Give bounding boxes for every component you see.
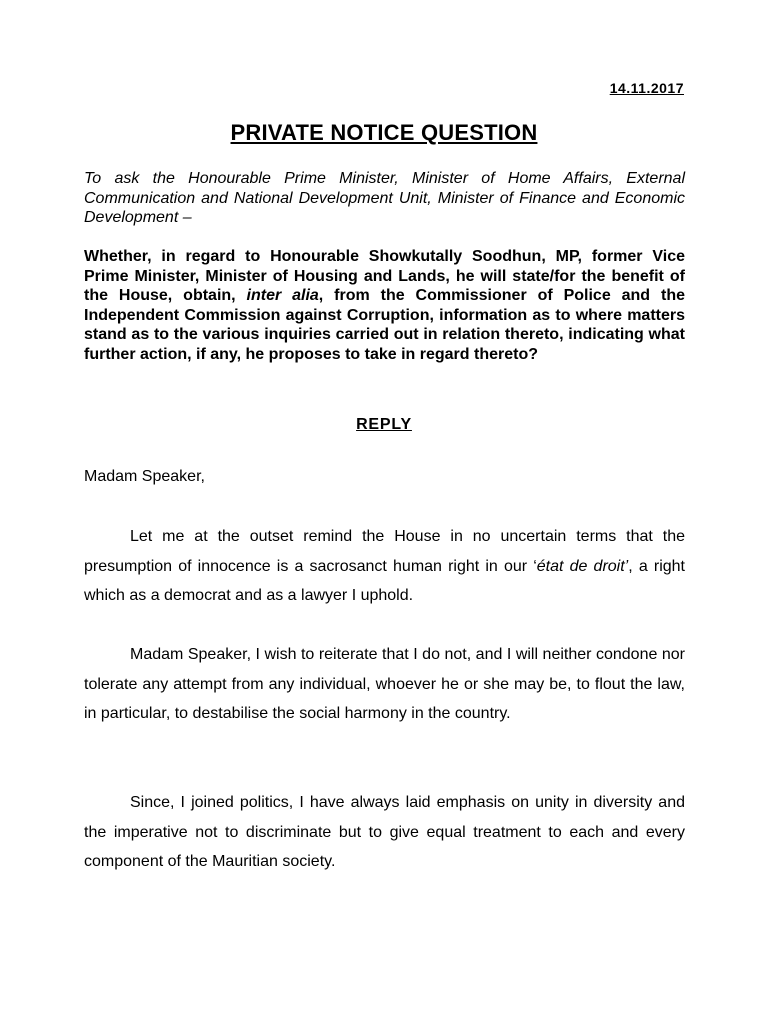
reply-paragraph-3: Since, I joined politics, I have always laid emphasis on unity in diversity and the imperative not to discriminate but to give equal treatment to each and every component of the Mauritian society. (84, 794, 685, 870)
question-body-text: Whether, in regard to Honourable Showkutally Soodhun, MP, former Vice Prime Minister, Minister of Housing and Lands, he will state/for the benefit of the House, obtain, (84, 248, 685, 304)
question-body (84, 247, 685, 364)
document-title: PRIVATE NOTICE QUESTION (230, 120, 538, 145)
question-intro: To ask the Honourable Prime Minister, Minister of Home Affairs, External Communication and National Development Unit, Minister of Finance and Economic Development – (84, 170, 685, 226)
paragraph-1-italic: état de droit’ (536, 557, 629, 575)
question-body-italic: inter alia (246, 287, 319, 304)
reply-paragraph-2: Madam Speaker, I wish to reiterate that I do not, and I will neither condone nor tolerate any attempt from any individual, whoever he or she may be, to flout the law, in particular, to destabilise the social harmony in the country. (84, 646, 685, 722)
reply-paragraph-1 (84, 522, 685, 611)
document-date: 14.11.2017 (609, 80, 684, 96)
question-body-text-continued: , from the Commissioner of Police and the Independent Commission against Corruption, information as to where matters stand as to the various inquiries carried out in relation thereto, indicating what further action, if any, he proposes to take in regard thereto? (84, 287, 685, 363)
salutation: Madam Speaker, (84, 468, 205, 485)
paragraph-1-text: Let me at the outset remind the House in no uncertain terms that the presumption of innocence is a sacrosanct human right in our ‘ (84, 528, 685, 575)
paragraph-1-text-continued: , a right which as a democrat and as a lawyer I uphold. (84, 557, 685, 604)
reply-heading: REPLY (356, 416, 412, 433)
